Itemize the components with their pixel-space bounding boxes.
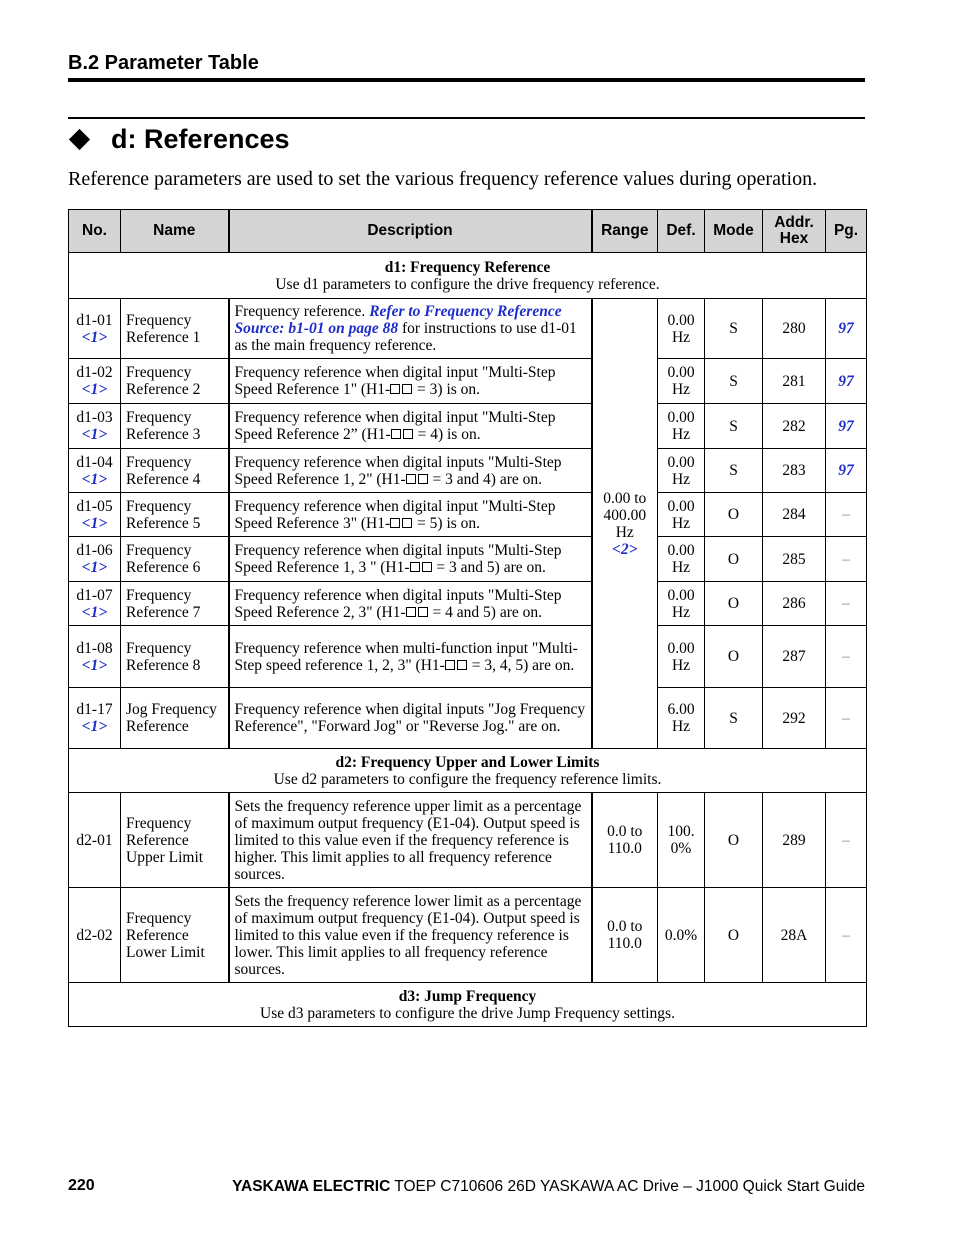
param-description: Sets the frequency reference upper limit as a percentage of maximum output frequency (E1-04). Output speed is limited to this value even if the frequency reference is higher. This limit applies to all frequency reference sources. <box>229 793 592 888</box>
param-name: Frequency <box>126 639 192 657</box>
footer-brand: YASKAWA ELECTRIC <box>232 1178 391 1195</box>
param-addr: 292 <box>763 688 826 749</box>
placeholder-box-icon <box>402 518 412 528</box>
group-title: d2: Frequency Upper and Lower Limits <box>335 753 600 771</box>
param-description: Frequency reference when digital inputs "Multi-Step Speed Reference 1, 2" (H1- = 3 and 4) are on. <box>229 449 592 493</box>
page-ref: – <box>826 493 867 537</box>
table-row: d1-05 <1> Frequency Reference 5 Frequency reference when digital input "Multi-Step Speed Reference 3" (H1- = 5) is on. 0.00 Hz O 284 – <box>69 493 867 537</box>
group-row-d2 <box>69 749 867 793</box>
table-row: d1-08 <1> Frequency Reference 8 Frequency reference when multi-function input "Multi-Step speed reference 1, 2, 3" (H1- = 3, 4, 5) are on. 0.00 Hz O 287 – <box>69 626 867 688</box>
table-row: d1-07 <1> Frequency Reference 7 Frequency reference when digital inputs "Multi-Step Speed Reference 2, 3" (H1- = 4 and 5) are on. 0.00 Hz O 286 – <box>69 582 867 626</box>
param-mode: O <box>705 493 763 537</box>
col-mode: Mode <box>705 210 763 253</box>
param-default: 100. 0% <box>658 793 705 888</box>
group-subtitle: Use d3 parameters to configure the drive Jump Frequency settings. <box>260 1004 675 1022</box>
param-mode: O <box>705 626 763 688</box>
placeholder-box-icon <box>445 660 455 670</box>
param-description: Frequency reference when digital input "Multi-Step Speed Reference 3" (H1- = 5) is on. <box>229 493 592 537</box>
param-no: d1-04 <box>76 453 113 471</box>
section-rule <box>68 78 865 82</box>
param-description: Frequency reference when digital inputs "Multi-Step Speed Reference 2, 3" (H1- = 4 and 5) are on. <box>229 582 592 626</box>
table-row: d1-03 <1> Frequency Reference 3 Frequency reference when digital input "Multi-Step Speed Reference 2” (H1- = 4) is on. 0.00 Hz S 282 97 <box>69 404 867 449</box>
placeholder-box-icon <box>418 474 428 484</box>
param-mode: O <box>705 537 763 582</box>
page-ref: – <box>826 688 867 749</box>
placeholder-box-icon <box>406 474 416 484</box>
param-addr: 285 <box>763 537 826 582</box>
table-row: d1-02 <1> Frequency Reference 2 Frequency reference when digital input "Multi-Step Speed Reference 1" (H1- = 3) is on. 0.00 Hz S 281 97 <box>69 359 867 404</box>
table-row: d2-01 Frequency Reference Upper Limit Sets the frequency reference upper limit as a percentage of maximum output frequency (E1-04). Output speed is limited to this value even if the frequency reference is higher. This limit applies to all frequency reference sources. 0.0 to 110.0 100. 0% O 289 – <box>69 793 867 888</box>
param-mode: O <box>705 793 763 888</box>
param-no: d1-03 <box>76 409 113 426</box>
group-subtitle: Use d2 parameters to configure the frequency reference limits. <box>273 770 662 788</box>
placeholder-box-icon <box>403 429 413 439</box>
param-name: Frequency <box>126 497 192 515</box>
page-ref: – <box>826 888 867 983</box>
param-no: d1-07 <box>76 586 113 604</box>
param-description: Frequency reference when digital inputs "Jog Frequency Reference", "Forward Jog" or "Reverse Jog." are on. <box>229 688 592 749</box>
param-mode: S <box>705 299 763 359</box>
param-name: Frequency <box>126 586 192 604</box>
table-row: d1-17 <1> Jog Frequency Reference Frequency reference when digital inputs "Jog Frequency Reference", "Forward Jog" or "Reverse Jog." are on. 6.00 Hz S 292 – <box>69 688 867 749</box>
param-description: Frequency reference when multi-function input "Multi-Step speed reference 1, 2, 3" (H1- = 3, 4, 5) are on. <box>229 626 592 688</box>
param-description: Frequency reference when digital inputs "Multi-Step Speed Reference 1, 3 " (H1- = 3 and 5) are on. <box>229 537 592 582</box>
param-no: d1-05 <box>76 497 113 515</box>
note-ref[interactable]: <1> <box>81 603 108 621</box>
group-title: d3: Jump Frequency <box>398 987 537 1005</box>
group-title: d1: Frequency Reference <box>384 258 551 276</box>
d1-range-cell: 0.00 to 400.00 Hz <2> <box>592 299 658 749</box>
placeholder-box-icon <box>457 660 467 670</box>
col-description: Description <box>229 210 592 253</box>
placeholder-box-icon <box>418 607 428 617</box>
param-name: Frequency <box>126 814 192 832</box>
heading-text: d: References <box>111 124 290 154</box>
note-ref[interactable]: <1> <box>81 514 108 532</box>
group-row-d3 <box>69 983 867 1027</box>
note-ref[interactable]: <1> <box>81 718 108 735</box>
param-default: 0.00 Hz <box>658 493 705 537</box>
table-row: d1-01 <1> Frequency Reference 1 Frequency reference. Refer to Frequency Reference Source: b1-01 on page 88 for instructions to use d1-01 as the main frequency reference. 0.00 to 400.00 Hz <2> 0.00 Hz S 280 97 <box>69 299 867 359</box>
param-default: 0.00 Hz <box>658 537 705 582</box>
intro-paragraph: Reference parameters are used to set the various frequency reference values during operation. <box>68 168 818 190</box>
param-name: Frequency <box>126 409 192 426</box>
param-addr: 284 <box>763 493 826 537</box>
param-name: Jog Frequency <box>126 701 217 718</box>
param-name: Frequency <box>126 909 192 927</box>
param-addr: 283 <box>763 449 826 493</box>
placeholder-box-icon <box>410 562 420 572</box>
note-ref[interactable]: <2> <box>612 540 638 558</box>
note-ref[interactable]: <1> <box>81 426 108 443</box>
page-link[interactable]: 97 <box>838 372 854 390</box>
param-no: d2-02 <box>69 888 121 983</box>
param-name: Frequency <box>126 542 192 559</box>
note-ref[interactable]: <1> <box>81 559 108 576</box>
param-mode: S <box>705 688 763 749</box>
table-row: d2-02 Frequency Reference Lower Limit Sets the frequency reference lower limit as a percentage of maximum output frequency (E1-04). Output speed is limited to this value even if the frequency reference is lower. This limit applies to all frequency reference sources. 0.0 to 110.0 0.0% O 28A – <box>69 888 867 983</box>
footer-doc-info <box>232 1178 865 1196</box>
page-ref: – <box>826 793 867 888</box>
placeholder-box-icon <box>406 607 416 617</box>
param-default: 0.00 Hz <box>658 299 705 359</box>
col-addr: Addr. Hex <box>763 210 826 253</box>
col-def: Def. <box>658 210 705 253</box>
page-number: 220 <box>68 1177 95 1194</box>
footer-doc-title: TOEP C710606 26D YASKAWA AC Drive – J1000 Quick Start Guide <box>390 1178 865 1195</box>
heading-rule <box>68 117 865 119</box>
page-ref: – <box>826 537 867 582</box>
placeholder-box-icon <box>390 518 400 528</box>
param-range: 0.0 to 110.0 <box>592 888 658 983</box>
param-name: Frequency <box>126 311 192 329</box>
param-default: 6.00 Hz <box>658 688 705 749</box>
page-heading <box>68 124 290 155</box>
param-no: d2-01 <box>69 793 121 888</box>
param-addr: 28A <box>763 888 826 983</box>
note-ref[interactable]: <1> <box>81 381 108 398</box>
param-description: Frequency reference when digital input "Multi-Step Speed Reference 1" (H1- = 3) is on. <box>229 359 592 404</box>
param-no: d1-17 <box>76 701 113 718</box>
param-mode: O <box>705 582 763 626</box>
param-mode: S <box>705 449 763 493</box>
param-default: 0.00 Hz <box>658 359 705 404</box>
cross-reference-link[interactable]: Refer to Frequency Reference Source: b1-01 on page 88 <box>234 303 562 337</box>
page-link[interactable]: 97 <box>838 320 854 337</box>
param-default: 0.00 Hz <box>658 449 705 493</box>
param-addr: 280 <box>763 299 826 359</box>
placeholder-box-icon <box>422 562 432 572</box>
table-header-row <box>69 210 867 253</box>
param-default: 0.00 Hz <box>658 404 705 449</box>
param-default: 0.00 Hz <box>658 626 705 688</box>
param-addr: 281 <box>763 359 826 404</box>
page-link[interactable]: 97 <box>838 462 854 479</box>
param-no: d1-01 <box>76 311 113 329</box>
col-name: Name <box>121 210 229 253</box>
param-addr: 286 <box>763 582 826 626</box>
placeholder-box-icon <box>402 384 412 394</box>
col-no: No. <box>69 210 121 253</box>
param-mode: O <box>705 888 763 983</box>
param-description: Sets the frequency reference lower limit as a percentage of maximum output frequency (E1-04). Output speed is limited to this value even if the frequency reference is lower. This limit applies to all frequency reference sources. <box>229 888 592 983</box>
note-ref[interactable]: <1> <box>81 470 108 488</box>
param-mode: S <box>705 359 763 404</box>
placeholder-box-icon <box>391 429 401 439</box>
param-no: d1-08 <box>76 639 113 657</box>
param-description: Frequency reference when digital input "Multi-Step Speed Reference 2” (H1- = 4) is on. <box>229 404 592 449</box>
param-mode: S <box>705 404 763 449</box>
table-row: d1-04 <1> Frequency Reference 4 Frequency reference when digital inputs "Multi-Step Speed Reference 1, 2" (H1- = 3 and 4) are on. 0.00 Hz S 283 97 <box>69 449 867 493</box>
diamond-bullet-icon <box>69 129 90 150</box>
param-default: 0.0% <box>658 888 705 983</box>
parameter-table <box>68 209 867 1027</box>
param-addr: 282 <box>763 404 826 449</box>
col-range: Range <box>592 210 658 253</box>
page-link[interactable]: 97 <box>838 417 854 435</box>
page-ref: – <box>826 582 867 626</box>
placeholder-box-icon <box>390 384 400 394</box>
param-default: 0.00 Hz <box>658 582 705 626</box>
param-range: 0.0 to 110.0 <box>592 793 658 888</box>
param-addr: 289 <box>763 793 826 888</box>
param-name: Frequency <box>126 364 192 381</box>
note-ref[interactable]: <1> <box>81 656 108 674</box>
section-title: B.2 Parameter Table <box>68 52 259 74</box>
table-row: d1-06 <1> Frequency Reference 6 Frequency reference when digital inputs "Multi-Step Speed Reference 1, 3 " (H1- = 3 and 5) are on. 0.00 Hz O 285 – <box>69 537 867 582</box>
group-subtitle: Use d1 parameters to configure the drive frequency reference. <box>275 275 660 293</box>
param-addr: 287 <box>763 626 826 688</box>
note-ref[interactable]: <1> <box>81 328 108 346</box>
param-no: d1-02 <box>76 364 113 381</box>
param-name: Frequency <box>126 453 192 471</box>
col-pg: Pg. <box>826 210 867 253</box>
param-description: Frequency reference. Refer to Frequency Reference Source: b1-01 on page 88 for instructions to use d1-01 as the main frequency reference. <box>229 299 592 359</box>
param-no: d1-06 <box>76 542 113 559</box>
group-row-d1 <box>69 253 867 299</box>
page-ref: – <box>826 626 867 688</box>
